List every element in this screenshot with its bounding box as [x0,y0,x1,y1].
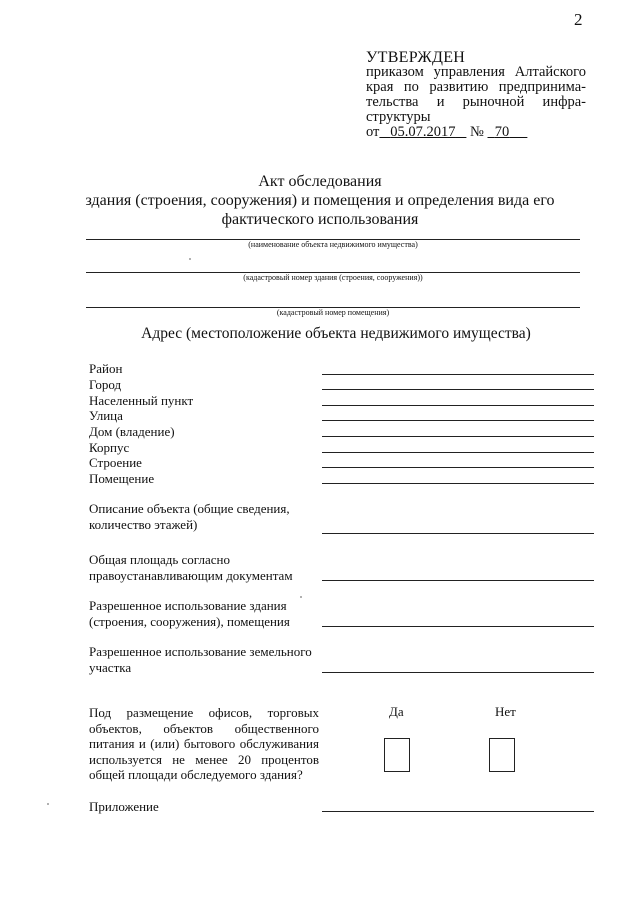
approval-block [366,50,586,140]
area-label: правоустанавливающим документам [89,568,293,583]
approval-heading: УТВЕРЖДЕН [366,49,466,66]
building-cadastral-caption: (кадастровый номер здания (строения, сооружения)) [243,273,423,282]
building-field[interactable] [322,467,594,468]
scan-speck [189,258,191,260]
description-label: Описание объекта (общие сведения, [89,501,290,516]
room-cadastral-caption: (кадастровый номер помещения) [276,308,390,317]
field-label-room: Помещение [89,471,155,486]
approval-number-label: № [470,124,484,140]
no-label: Нет [495,704,516,719]
approval-line: структуры [366,109,431,125]
district-field[interactable] [322,374,594,375]
question-line: Под размещение офисов, торговых [89,705,319,720]
document-subtitle: фактического использования [221,211,419,228]
question-line: объектов, объектов общественного [89,720,319,736]
land-use-field[interactable] [322,672,594,673]
field-label-settlement: Населенный пункт [89,393,194,408]
no-checkbox[interactable] [489,738,515,772]
field-label-block: Корпус [89,440,130,455]
question-line: используется не менее 20 процентов [89,751,319,767]
area-field[interactable] [322,580,594,581]
approval-date: 05.07.2017 [390,124,456,140]
document-subtitle: здания (строения, сооружения) и помещения и определения вида его [85,192,555,209]
description-label: количество этажей) [89,517,198,532]
document-title: Акт обследования [258,173,382,190]
room-field[interactable] [322,483,594,484]
field-label-district: Район [89,361,123,376]
block-field[interactable] [322,452,594,453]
page-number: 2 [574,10,583,29]
land-use-label: участка [89,660,132,675]
approval-from-label: от [366,124,380,140]
scan-speck [47,803,49,805]
question-line: питания и (или) бытового обслуживания [89,736,319,751]
scan-speck [300,596,302,598]
address-heading: Адрес (местоположение объекта недвижимого имущества) [141,325,531,342]
approval-line: края по развитию предпринима- [366,79,586,95]
appendix-field[interactable] [322,811,594,812]
street-field[interactable] [322,420,594,421]
approval-number: 70 [494,124,510,140]
city-field[interactable] [322,389,594,390]
question-line: общей площади обследуемого здания? [89,767,303,782]
approval-line: тельства и рыночной инфра- [366,94,586,110]
house-field[interactable] [322,436,594,437]
yes-checkbox[interactable] [384,738,410,772]
field-label-street: Улица [89,408,123,423]
yes-label: Да [389,704,404,719]
office-use-question [89,705,319,783]
field-label-building: Строение [89,455,142,470]
appendix-label: Приложение [89,799,159,814]
field-label-house: Дом (владение) [89,424,175,439]
object-name-caption: (наименование объекта недвижимого имущества) [248,240,418,249]
building-use-field[interactable] [322,626,594,627]
building-use-label: (строения, сооружения), помещения [89,614,290,629]
settlement-field[interactable] [322,405,594,406]
description-field[interactable] [322,533,594,534]
area-label: Общая площадь согласно [89,552,230,567]
field-label-city: Город [89,377,122,392]
approval-line: приказом управления Алтайского [366,64,586,80]
land-use-label: Разрешенное использование земельного [89,644,312,659]
approval-date-row [366,125,586,140]
building-use-label: Разрешенное использование здания [89,598,287,613]
